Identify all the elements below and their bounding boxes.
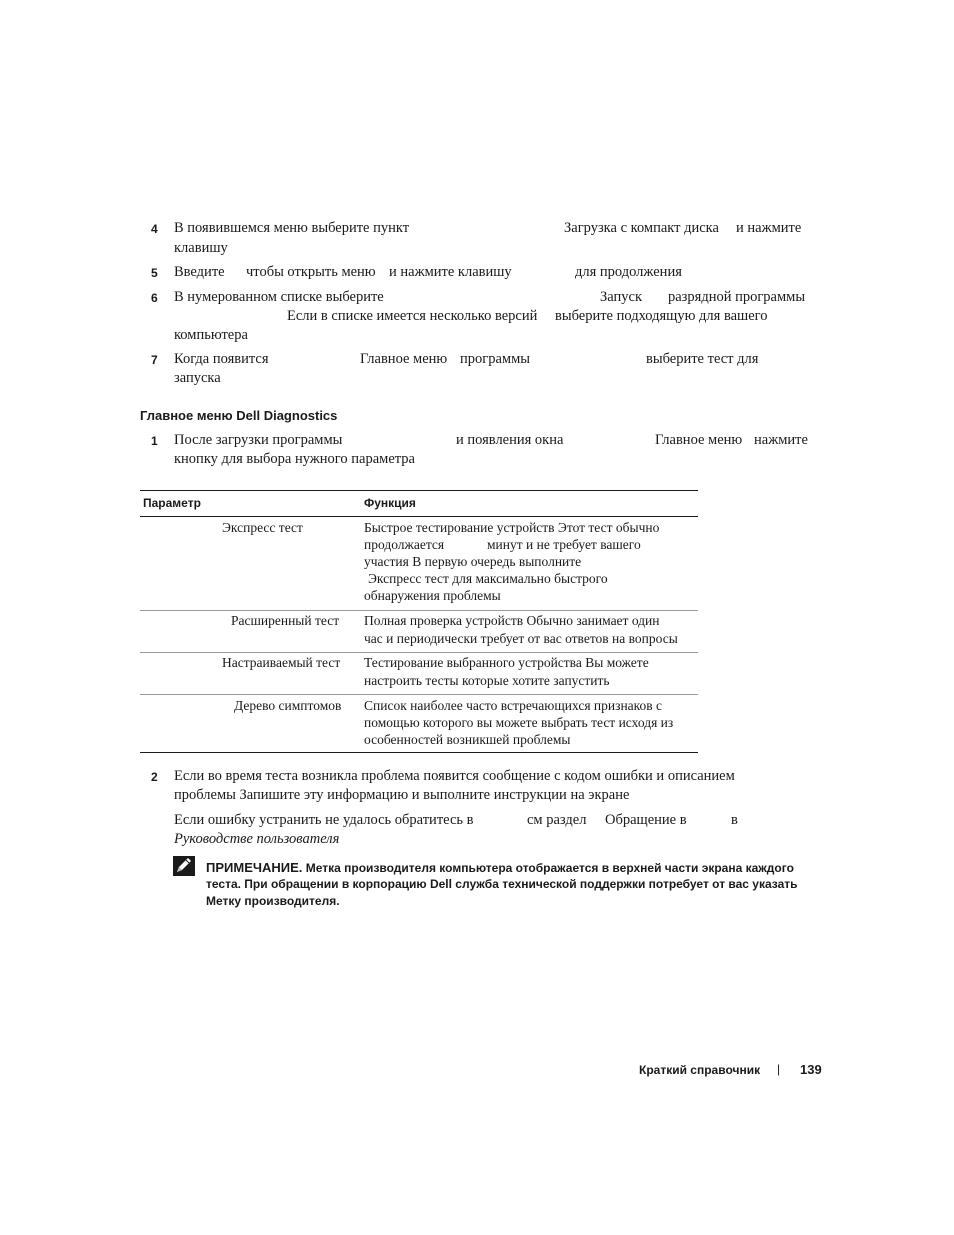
step-text: программы	[460, 351, 530, 367]
paragraph-text: Если ошибку устранить не удалось обратитесь в	[174, 812, 474, 828]
table-row-divider	[140, 610, 698, 611]
note-text: Метку производителя.	[206, 894, 340, 908]
table-cell-function: Полная проверка устройств Обычно занимает один	[364, 613, 660, 628]
paragraph-text: Обращение в	[605, 812, 687, 828]
paragraph-text: в	[731, 812, 738, 828]
table-cell-function: участия В первую очередь выполните	[364, 554, 582, 569]
table-cell-function: помощью которого вы можете выбрать тест исходя из	[364, 715, 674, 730]
step-text: Если во время теста возникла проблема появится сообщение с кодом ошибки и описанием	[174, 768, 735, 784]
table-top-rule	[140, 490, 698, 491]
table-header-function: Функция	[364, 496, 416, 510]
step-text: Введите	[174, 264, 225, 280]
step-text: Загрузка с компакт диска	[564, 220, 719, 236]
step-text: В нумерованном списке выберите	[174, 289, 384, 305]
table-cell-function: обнаружения проблемы	[364, 588, 501, 603]
step-text: разрядной программы	[668, 289, 806, 305]
step-number: 6	[151, 291, 158, 305]
table-cell-function: минут и не требует вашего	[487, 537, 641, 552]
step-text: кнопку для выбора нужного параметра	[174, 451, 415, 467]
step-text: После загрузки программы	[174, 432, 343, 448]
step-text: Если в списке имеется несколько версий	[287, 308, 538, 324]
manual-reference: Руководстве пользователя	[174, 831, 340, 847]
table-cell-param: Экспресс тест	[222, 520, 303, 535]
note-text: Метка производителя компьютера отображается в верхней части экрана каждого	[305, 861, 794, 875]
step-number: 1	[151, 434, 158, 448]
step-number: 7	[151, 353, 158, 367]
note-text: теста. При обращении в корпорацию Dell служба технической поддержки потребует от вас указать	[206, 877, 798, 891]
table-header-param: Параметр	[143, 496, 201, 510]
footer-section-title: Краткий справочник	[639, 1063, 761, 1077]
note-body	[206, 860, 794, 875]
note-pencil-icon	[173, 856, 195, 876]
step-text: чтобы открыть меню	[246, 264, 376, 280]
step-number: 2	[151, 770, 158, 784]
table-cell-param: Настраиваемый тест	[222, 655, 341, 670]
table-cell-function: особенностей возникшей проблемы	[364, 732, 571, 747]
step-text: для продолжения	[575, 264, 682, 280]
table-cell-param: Расширенный тест	[231, 613, 340, 628]
table-cell-function: продолжается	[364, 537, 445, 552]
step-text: выберите тест для	[646, 351, 759, 367]
table-cell-function: Тестирование выбранного устройства Вы можете	[364, 655, 649, 670]
step-text: Когда появится	[174, 351, 269, 367]
step-text: выберите подходящую для вашего	[555, 308, 768, 324]
step-text: нажмите	[754, 432, 808, 448]
step-text: и нажмите	[736, 220, 802, 236]
table-cell-function: час и периодически требует от вас ответов на вопросы	[364, 631, 678, 646]
table-row-divider	[140, 694, 698, 695]
step-text: Запуск	[600, 289, 642, 305]
table-bottom-rule	[140, 752, 698, 753]
paragraph-text: см раздел	[527, 812, 587, 828]
page-number: 139	[800, 1062, 822, 1077]
table-cell-param: Дерево симптомов	[234, 698, 342, 713]
step-text: и появления окна	[456, 432, 564, 448]
step-text: клавишу	[174, 240, 228, 256]
table-cell-function: Экспресс тест для максимально быстрого	[368, 571, 608, 586]
table-cell-function: Быстрое тестирование устройств Этот тест обычно	[364, 520, 660, 535]
step-text: проблемы Запишите эту информацию и выполните инструкции на экране	[174, 787, 630, 803]
step-number: 5	[151, 266, 158, 280]
step-text: Главное меню	[655, 432, 743, 448]
note-label: ПРИМЕЧАНИЕ.	[206, 860, 303, 875]
step-text: и нажмите клавишу	[389, 264, 512, 280]
step-number: 4	[151, 222, 158, 236]
step-text: запуска	[174, 370, 221, 386]
table-header-rule	[140, 516, 698, 517]
step-text: компьютера	[174, 327, 248, 343]
table-cell-function: настроить тесты которые хотите запустить	[364, 673, 610, 688]
footer-separator: |	[777, 1062, 781, 1076]
table-cell-function: Список наиболее часто встречающихся признаков с	[364, 698, 663, 713]
step-text: Главное меню	[360, 351, 448, 367]
step-text: В появившемся меню выберите пункт	[174, 220, 410, 236]
table-row-divider	[140, 652, 698, 653]
section-heading: Главное меню Dell Diagnostics	[140, 408, 338, 423]
